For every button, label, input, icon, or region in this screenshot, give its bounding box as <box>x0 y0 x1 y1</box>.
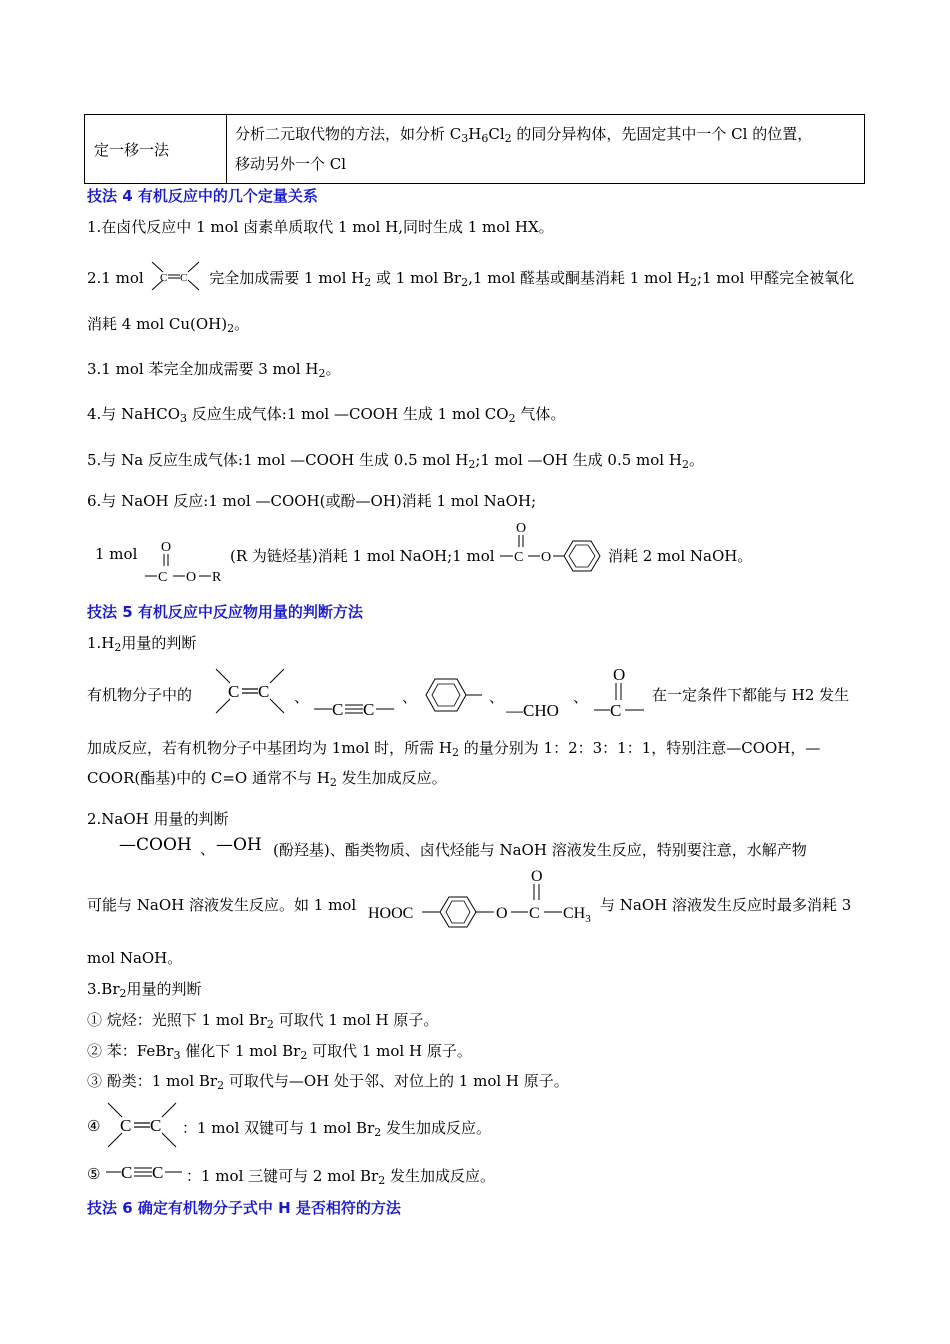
s5-sub-3-title: $3.Br_2$用量的判断 <box>87 980 202 1000</box>
carbon-label: C <box>228 682 240 701</box>
s5-p1-line-3: COOR(酯基)中的 C=O 通常不与 $H_2$ 发生加成反应。 <box>87 769 447 789</box>
s4-item-4: 4.与 NaHCO$_3$ 反应生成气体:1 mol —COOH 生成 1 mol $CO_2$ 气体。 <box>87 405 566 425</box>
s4-item-6: 6.与 NaOH 反应:1 mol —COOH(或酚—OH)消耗 1 mol NaOH; <box>87 492 537 510</box>
s5-p1-line-2: 加成反应，若有机物分子中基团均为 1mol 时，所需 $H_2$ 的量分别为 1：2：3：1：1，特别注意—COOH，— <box>87 739 821 759</box>
separator: 、 <box>402 688 418 706</box>
methyl-label: $CH_3$ <box>563 905 591 925</box>
section-5-heading: 技法 5 有机反应中反应物用量的判断方法 <box>87 603 363 621</box>
carbon-label: C <box>120 1116 132 1135</box>
alkyne-structure <box>104 1157 190 1187</box>
method-table <box>84 114 865 184</box>
s5-br-case-3: ③ 酚类：1 mol $Br_2$ 可取代与—OH 处于邻、对位上的 1 mol H 原子。 <box>87 1072 569 1092</box>
oxygen-label: O <box>541 550 552 565</box>
s5-p2-line-3: mol NaOH。 <box>87 949 183 967</box>
oxygen-label: O <box>613 665 626 684</box>
s4-item-2: 2.1 mol C C 完全加成需要 1 mol $H_2$ 或 1 mol $Br_2,1$ mol 醛基或酮基消耗 1 mol $H_2;1$ mol 甲醛完全被氧化 <box>87 259 854 295</box>
carbonyl-group <box>592 662 650 724</box>
separator: 、 <box>573 688 589 706</box>
s5-sub-1-title: $1.H_2$用量的判断 <box>87 634 197 654</box>
alkene-structure-small <box>148 259 204 295</box>
table-key-cell: 定一移一法 <box>85 115 227 184</box>
s5-br-case-2: ② 苯：FeBr$_3$ 催化下 1 mol $Br_2$ 可取代 1 mol H 原子。 <box>87 1042 472 1062</box>
carbon-label: C <box>180 272 188 284</box>
carbon-label: C <box>363 700 375 719</box>
oxygen-label: O <box>496 905 508 922</box>
table-row <box>85 115 865 184</box>
s5-p1-suffix: 在一定条件下都能与 H2 发生 <box>652 686 850 704</box>
s4-item-1: 1.在卤代反应中 1 mol 卤素单质取代 1 mol H,同时生成 1 mol HX。 <box>87 218 554 236</box>
alkene-structure <box>212 665 288 717</box>
carbon-label: C <box>332 700 344 719</box>
s5-sub-2-title: 2.NaOH 用量的判断 <box>87 810 229 828</box>
s5-p2-line-2a: 可能与 NaOH 溶液发生反应。如 1 mol <box>87 896 357 914</box>
s5-p2-line-1: (酚羟基)、酯类物质、卤代烃能与 NaOH 溶液发生反应，特别要注意，水解产物 <box>273 841 807 859</box>
s4-item-2-cont: 消耗 4 mol $Cu(OH)_2$。 <box>87 315 250 335</box>
phenyl-ester-structure <box>496 516 606 588</box>
s4-item-6b-end: 消耗 2 mol NaOH。 <box>608 547 753 565</box>
s5-p2-line-2b: 与 NaOH 溶液发生反应时最多消耗 3 <box>600 896 852 914</box>
alkyne-structure <box>312 694 398 724</box>
carbon-label: C <box>610 701 622 720</box>
s5-br-case-4-number: ④ <box>87 1117 101 1135</box>
separator: 、 <box>489 688 505 706</box>
s4-item-6b-prefix: 1 mol <box>95 545 138 563</box>
acetoxybenzoic-acid-structure <box>366 864 604 928</box>
alkene-structure <box>104 1100 180 1150</box>
section-4-heading: 技法 4 有机反应中的几个定量关系 <box>87 187 318 205</box>
s5-br-case-5-number: ⑤ <box>87 1165 101 1183</box>
oxygen-label: O <box>516 521 527 536</box>
carbon-label: C <box>158 570 168 585</box>
r-group-label: R <box>212 570 222 585</box>
separator: 、 <box>294 688 310 706</box>
aldehyde-group <box>506 695 572 725</box>
carbon-label: C <box>121 1163 133 1182</box>
table-value-cell: 分析二元取代物的方法，如分析 $C_3H_6Cl_2$ 的同分异构体，先固定其中一个 Cl 的位置， 移动另外一个 Cl <box>227 115 865 184</box>
s5-br-case-1: ① 烷烃：光照下 1 mol $Br_2$ 可取代 1 mol H 原子。 <box>87 1011 439 1031</box>
carbon-label: C <box>529 905 540 922</box>
aldehyde-label: —CHO <box>506 701 559 720</box>
section-6-heading: 技法 6 确定有机物分子式中 H 是否相符的方法 <box>87 1199 401 1217</box>
benzene-ring <box>420 671 486 719</box>
s5-br-case-4: ：1 mol 双键可与 1 mol $Br_2$ 发生加成反应。 <box>182 1119 492 1139</box>
s5-br-case-5: ：1 mol 三键可与 2 mol $Br_2$ 发生加成反应。 <box>186 1167 496 1187</box>
carboxyl-group: —COOH <box>119 835 192 855</box>
carbon-label: C <box>160 272 168 284</box>
carbon-label: C <box>152 1163 164 1182</box>
s4-item-5: 5.与 Na 反应生成气体:1 mol —COOH 生成 0.5 mol $H_2;1$ mol —OH 生成 0.5 mol $H_2$。 <box>87 451 704 471</box>
oxygen-label: O <box>186 570 197 585</box>
separator: 、 <box>200 840 216 858</box>
s4-item-6b-mid: (R 为链烃基)消耗 1 mol NaOH;1 mol <box>230 547 495 565</box>
carbon-label: C <box>150 1116 162 1135</box>
oxygen-label: O <box>531 868 543 885</box>
hydroxyl-group: —OH <box>216 835 262 855</box>
carbon-label: C <box>258 682 270 701</box>
ester-structure <box>143 536 229 588</box>
carboxyl-label: HOOC <box>368 905 414 922</box>
s4-item-3: 3.1 mol 苯完全加成需要 3 mol $H_2$。 <box>87 360 341 380</box>
s5-p1-prefix: 有机物分子中的 <box>87 686 193 704</box>
carbon-label: C <box>514 550 524 565</box>
oxygen-label: O <box>161 540 172 555</box>
